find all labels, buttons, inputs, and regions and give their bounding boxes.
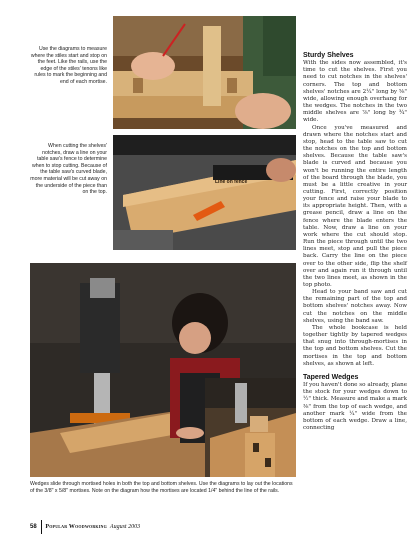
footer-divider bbox=[41, 520, 42, 534]
heading-tapered-wedges: Tapered Wedges bbox=[303, 373, 359, 381]
caption-marking-stiles: Use the diagrams to measure where the stiles start and stop on the feet. Like the rails, use the edge of the stiles' tenons like rules to mark the beginning and end of each mortise. bbox=[30, 46, 107, 85]
page-footer bbox=[30, 520, 140, 534]
article-column bbox=[303, 52, 407, 432]
photo-wedge-inset bbox=[205, 378, 296, 477]
paragraph: Once you've measured and drawn where the notches start and stop, head to the table saw to cut the notches on the top and bottom shelves. Because the table saw's blade is curved and because you won't be running the entire length of the board through the blade, you must be a little creative in your cutting. First, correctly position your fence and raise your blade to its appropriate height. Then, with a grease pencil, draw a line on the fence where the blade enters the table. Now, draw a line on your work where the cut should stop. Run the piece through until the two lines meet, stop and pull the piece back. Carry the line on the piece over to the other side, flip the shelf over and again run it through until the two lines meet, as shown in the top photo. bbox=[303, 124, 407, 288]
photo-table-saw-notch bbox=[113, 135, 296, 250]
heading-sturdy-shelves: Sturdy Shelves bbox=[303, 52, 354, 59]
paragraph: If you haven't done so already, plane the stock for your wedges down to ½" thick. Measure and make a mark ⅜" from the top of each wedge, and another mark ¼" wide from the bottom of each wedge. Draw a line, connecting bbox=[303, 382, 407, 431]
page-number: 58 bbox=[30, 524, 37, 530]
magazine-name: Popular Woodworking bbox=[45, 524, 107, 530]
paragraph: The whole bookcase is held together tightly by tapered wedges that snug into through-mortises in the top and bottom shelves. Cut the mortises in the top and bottom shelves, as shown at left. bbox=[303, 324, 407, 367]
paragraph: With the sides now assembled, it's time to cut the shelves. First you need to cut notches in the shelves' corners. The top and bottom shelves' notches are 2¼" long by ⅝" wide, allowing enough overhang for the wedges. The notches in the two middle shelves are ⅞" long by ¾" wide. bbox=[303, 60, 407, 124]
issue-date: August 2003 bbox=[109, 524, 141, 530]
saw-fence-label: Line on fence bbox=[215, 179, 248, 185]
caption-table-saw-notch: When cutting the shelves' notches, draw a line on your table saw's fence to determine when to stop cutting. Because of the table saw's curved blade, more material will be cut away on the underside of the piece than on the top. bbox=[30, 143, 107, 196]
caption-drill-press-mortise: Wedges slide through mortised holes in both the top and bottom shelves. Use the diagrams to lay out the locations of the 3/8" x 5/8" mortises. Note on the diagram how the mortises are located 1/4" behind the line of the rails. bbox=[30, 481, 293, 494]
photo-marking-stiles bbox=[113, 16, 296, 129]
paragraph: Head to your band saw and cut the remaining part of the top and bottom shelves' notches away. Now cut the notches on the middle shelves, using the band saw. bbox=[303, 289, 407, 324]
